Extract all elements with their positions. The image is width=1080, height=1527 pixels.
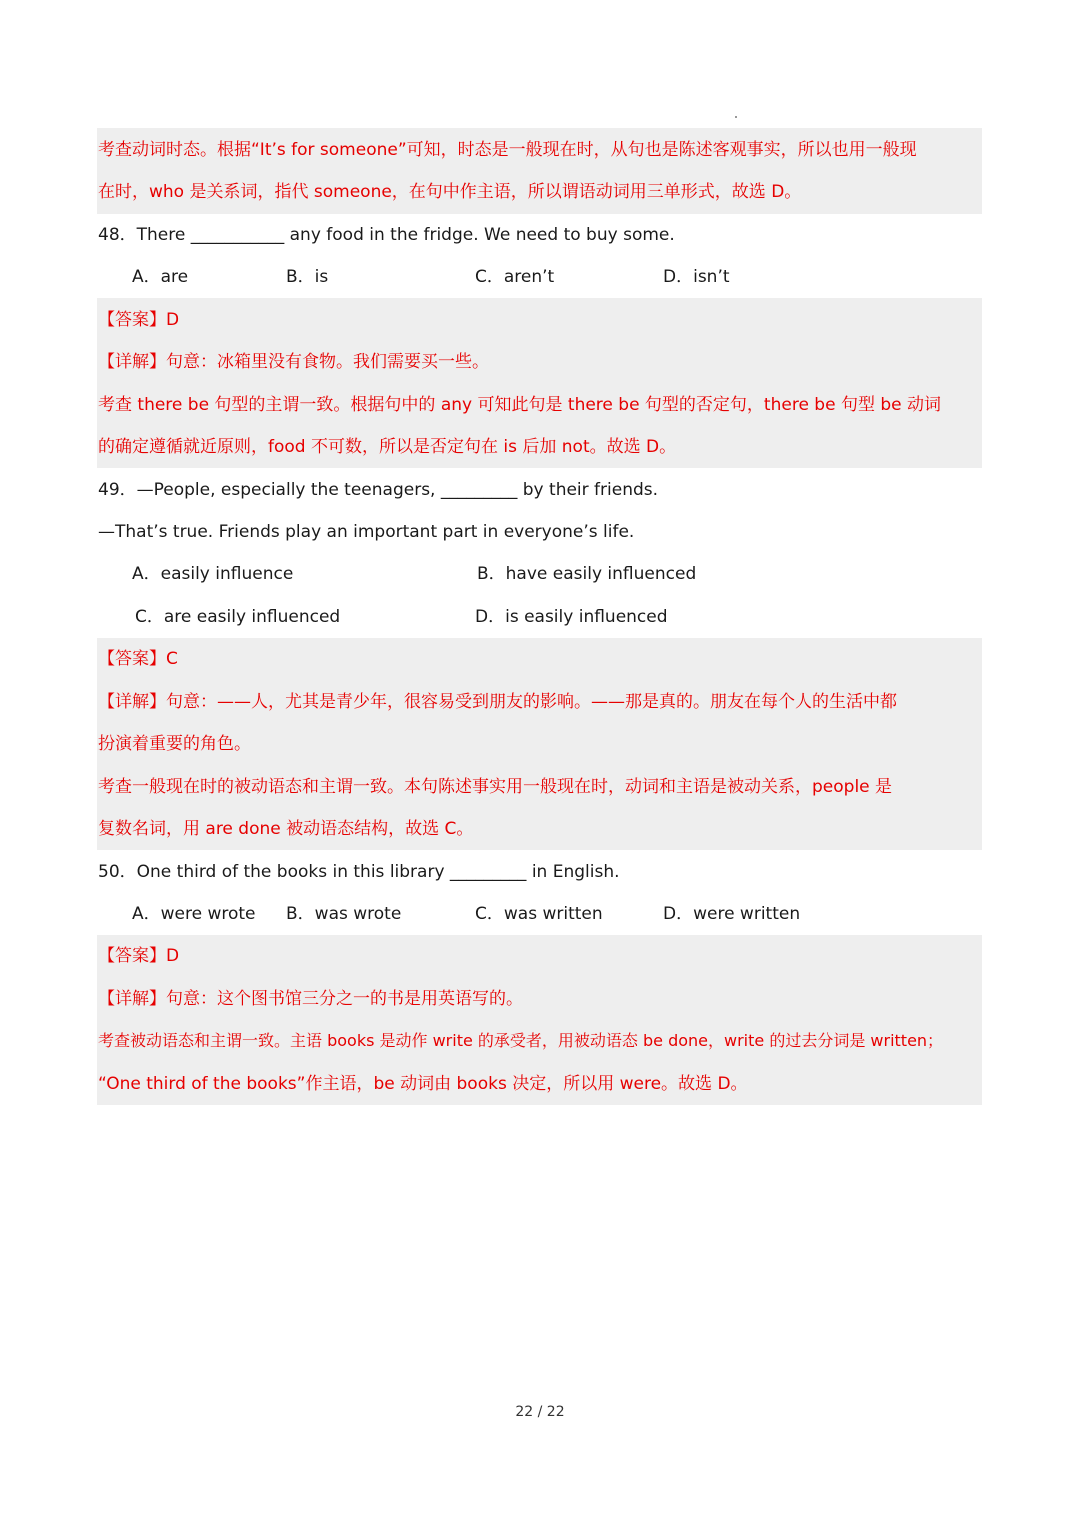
option-c: C．was written — [475, 904, 603, 924]
detail-line: 【详解】句意：冰箱里没有食物。我们需要买一些。 — [98, 352, 489, 372]
analysis-line: 在时，who 是关系词，指代 someone，在句中作主语，所以谓语动词用三单形式，故选 D。 — [98, 182, 802, 202]
analysis-line: 的确定遵循就近原则，food 不可数，所以是否定句在 is 后加 not。故选 D。 — [98, 437, 677, 457]
option-c: C．are easily influenced — [135, 607, 341, 627]
analysis-line: 复数名词，用 are done 被动语态结构，故选 C。 — [98, 819, 474, 839]
question-stem-49: 49．—People, especially the teenagers, _________ by their friends. — [98, 480, 659, 500]
answer-label: 【答案】D — [98, 946, 180, 966]
analysis-line: 考查一般现在时的被动语态和主谓一致。本句陈述事实用一般现在时，动词和主语是被动关系，people 是 — [98, 777, 893, 797]
option-b: B．have easily influenced — [477, 564, 697, 584]
detail-line: 【详解】句意：这个图书馆三分之一的书是用英语写的。 — [98, 989, 523, 1009]
answer-label: 【答案】D — [98, 310, 180, 330]
page-number: 22 / 22 — [515, 1404, 565, 1420]
option-c: C．aren’t — [475, 267, 555, 287]
question-stem-48: 48．There ___________ any food in the fridge. We need to buy some. — [98, 225, 675, 245]
answer-label: 【答案】C — [98, 649, 178, 669]
option-d: D．is easily influenced — [475, 607, 668, 627]
detail-line: 扮演着重要的角色。 — [98, 734, 251, 754]
option-a: A．are — [132, 267, 189, 287]
option-a: A．were wrote — [132, 904, 256, 924]
option-d: D．isn’t — [663, 267, 730, 287]
question-response-49: —That’s true. Friends play an important part in everyone’s life. — [98, 522, 635, 542]
analysis-line: 考查被动语态和主谓一致。主语 books 是动作 write 的承受者，用被动语态 be done，write 的过去分词是 written； — [98, 1031, 944, 1050]
option-b: B．is — [286, 267, 329, 287]
analysis-line: “One third of the books”作主语，be 动词由 books 决定，所以用 were。故选 D。 — [98, 1074, 748, 1094]
analysis-line: 考查动词时态。根据“It’s for someone”可知，时态是一般现在时，从句也是陈述客观事实，所以也用一般现 — [98, 140, 917, 160]
analysis-line: 考查 there be 句型的主谓一致。根据句中的 any 可知此句是 there be 句型的否定句，there be 句型 be 动词 — [98, 395, 942, 415]
detail-line: 【详解】句意：——人，尤其是青少年，很容易受到朋友的影响。——那是真的。朋友在每个人的生活中都 — [98, 692, 897, 712]
stray-mark — [735, 116, 737, 118]
option-b: B．was wrote — [286, 904, 402, 924]
option-d: D．were written — [663, 904, 801, 924]
option-a: A．easily influence — [132, 564, 294, 584]
question-stem-50: 50．One third of the books in this library _________ in English. — [98, 862, 620, 882]
